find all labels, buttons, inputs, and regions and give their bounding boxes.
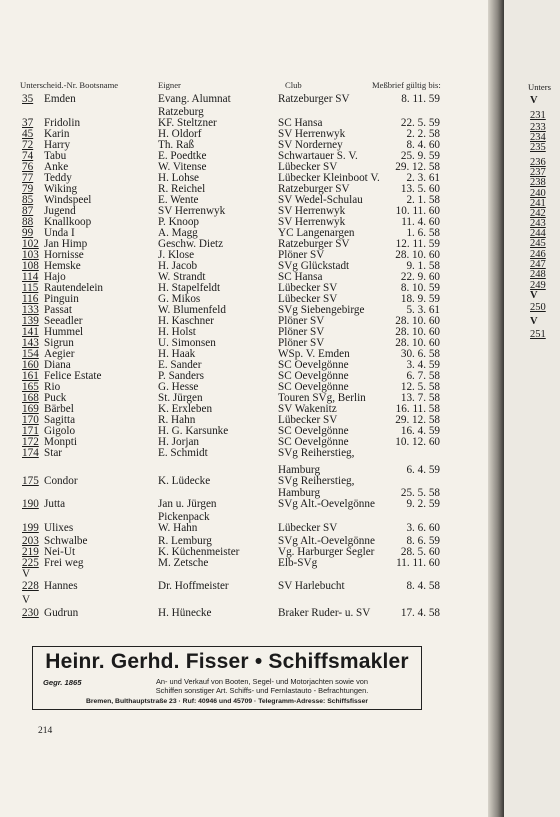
next-page-boat-number: 241	[530, 198, 546, 209]
boat-number: 165	[22, 381, 39, 393]
boat-name: Anke	[44, 161, 69, 173]
boat-number: 143	[22, 337, 39, 349]
boat-club: Hamburg	[278, 487, 321, 499]
next-page-boat-number: 247	[530, 259, 546, 270]
boat-club: Ratzeburger SV	[278, 183, 350, 195]
boat-club: Ratzeburger SV	[278, 238, 350, 250]
next-page-boat-number: 249	[530, 280, 546, 291]
boat-name: Condor	[44, 475, 78, 487]
table-row	[0, 522, 498, 535]
measurement-valid-until: 9. 2. 59	[406, 498, 440, 510]
boat-owner: H. Oldorf	[158, 128, 202, 140]
boat-number: 172	[22, 436, 39, 448]
next-page-boat-number: 238	[530, 177, 546, 188]
boat-club: SC Oevelgönne	[278, 436, 349, 448]
boat-name: Monpti	[44, 436, 77, 448]
boat-club: Lübecker SV	[278, 522, 338, 534]
boat-name: Jutta	[44, 498, 66, 510]
boat-club: SVg Alt.-Oevelgönne	[278, 498, 375, 510]
boat-owner: KF. Steltzner	[158, 117, 217, 129]
measurement-valid-until: 5. 3. 61	[406, 304, 440, 316]
measurement-valid-until: 8. 11. 59	[401, 93, 440, 105]
measurement-valid-until: 12. 11. 59	[395, 238, 440, 250]
boat-name: Rio	[44, 381, 61, 393]
ad-address: Bremen, Bulthauptstraße 23 · Ruf: 40946 und 45709 · Telegramm-Adresse: Schiffsfisser	[85, 698, 369, 705]
boat-owner: Th. Raß	[158, 139, 195, 151]
boat-name: Gigolo	[44, 425, 76, 437]
boat-owner: H. Haak	[158, 348, 196, 360]
boat-owner: SV Herrenwyk	[158, 205, 226, 217]
boat-name: Sigrun	[44, 337, 74, 349]
boat-owner: K. Erxleben	[158, 403, 213, 415]
boat-number: 139	[22, 315, 39, 327]
measurement-valid-until: 16. 4. 59	[400, 425, 440, 437]
boat-number: 45	[22, 128, 34, 140]
boat-name: Schwalbe	[44, 535, 88, 547]
boat-number: 175	[22, 475, 39, 487]
boat-club: Lübecker SV	[278, 414, 338, 426]
boat-number: 99	[22, 227, 34, 239]
boat-number: V	[22, 568, 31, 580]
next-page-boat-number: 231	[530, 110, 546, 121]
boat-number: 203	[22, 535, 39, 547]
boat-club: SV Herrenwyk	[278, 216, 346, 228]
boat-number: 169	[22, 403, 39, 415]
measurement-valid-until: 2. 3. 61	[406, 172, 440, 184]
boat-owner: P. Knoop	[158, 216, 200, 228]
boat-name: Hajo	[44, 271, 66, 283]
boat-owner: H. Stapelfeldt	[158, 282, 221, 294]
boat-club: SC Hansa	[278, 117, 323, 129]
boat-owner: K. Lüdecke	[158, 475, 211, 487]
boat-name: Hemske	[44, 260, 81, 272]
boat-number: 219	[22, 546, 39, 558]
measurement-valid-until: 17. 4. 58	[400, 607, 440, 619]
boat-number: 77	[22, 172, 34, 184]
measurement-valid-until: 18. 9. 59	[400, 293, 440, 305]
boat-owner: R. Hahn	[158, 414, 196, 426]
table-row	[0, 607, 498, 620]
boat-number: 190	[22, 498, 39, 510]
boat-number: 133	[22, 304, 39, 316]
boat-owner: Jan u. Jürgen	[158, 498, 217, 510]
boat-number: 103	[22, 249, 39, 261]
measurement-valid-until: 28. 10. 60	[395, 315, 440, 327]
measurement-valid-until: 8. 4. 60	[406, 139, 440, 151]
boat-number: 171	[22, 425, 39, 437]
boat-name: Frei weg	[44, 557, 84, 569]
boat-club: Plöner SV	[278, 326, 325, 338]
boat-club: SC Oevelgönne	[278, 381, 349, 393]
boat-owner: E. Poedtke	[158, 150, 207, 162]
boat-club: Elb-SVg	[278, 557, 318, 569]
measurement-valid-until: 12. 5. 58	[400, 381, 440, 393]
boat-club: SV Herrenwyk	[278, 128, 346, 140]
advertisement-box	[32, 646, 422, 710]
boat-number: 88	[22, 216, 34, 228]
next-page-boat-number: V	[530, 290, 538, 301]
boat-club: Hamburg	[278, 464, 321, 476]
boat-name: Wiking	[44, 183, 78, 195]
next-page-boat-number: V	[530, 316, 538, 327]
boat-club: Vg. Harburger Segler	[278, 546, 375, 558]
boat-club: SC Oevelgönne	[278, 370, 349, 382]
boat-number: 170	[22, 414, 39, 426]
boat-number: 225	[22, 557, 39, 569]
boat-owner: G. Hesse	[158, 381, 199, 393]
measurement-valid-until: 29. 12. 58	[395, 161, 440, 173]
column-header-owner: Eigner	[158, 80, 181, 90]
boat-name: Aegier	[44, 348, 75, 360]
boat-name: Jan Himp	[44, 238, 88, 250]
measurement-valid-until: 6. 7. 58	[406, 370, 440, 382]
boat-name: Hummel	[44, 326, 84, 338]
boat-club: Lübecker SV	[278, 293, 338, 305]
boat-name: Sagitta	[44, 414, 76, 426]
boat-club: SV Harlebucht	[278, 580, 345, 592]
boat-club: SV Wakenitz	[278, 403, 337, 415]
measurement-valid-until: 22. 9. 60	[400, 271, 440, 283]
boat-number: 228	[22, 580, 39, 592]
boat-owner: H. Lohse	[158, 172, 200, 184]
boat-club: Lübecker SV	[278, 161, 338, 173]
ad-description	[109, 677, 415, 695]
boat-owner: W. Vitense	[158, 161, 207, 173]
boat-name: Unda I	[44, 227, 75, 239]
boat-name: Passat	[44, 304, 72, 316]
measurement-valid-until: 28. 5. 60	[400, 546, 440, 558]
measurement-valid-until: 3. 6. 60	[406, 522, 440, 534]
boat-number: 35	[22, 93, 34, 105]
boat-club: SVg Reiherstieg,	[278, 447, 355, 459]
boat-club: SVg Reiherstieg,	[278, 475, 355, 487]
boat-owner: E. Schmidt	[158, 447, 208, 459]
boat-name: Jugend	[44, 205, 76, 217]
boat-owner: K. Küchenmeister	[158, 546, 240, 558]
measurement-valid-until: 10. 11. 60	[395, 205, 440, 217]
boat-club: Ratzeburger SV	[278, 93, 350, 105]
page-number: 214	[38, 726, 53, 736]
boat-club: Touren SVg, Berlin	[278, 392, 366, 404]
boat-number: V	[22, 594, 31, 606]
measurement-valid-until: 2. 1. 58	[406, 194, 440, 206]
ad-founded: Gegr. 1865	[43, 678, 82, 687]
boat-name: Knallkoop	[44, 216, 92, 228]
boat-owner: R. Reichel	[158, 183, 206, 195]
boat-number: 161	[22, 370, 39, 382]
table-row	[0, 498, 498, 511]
boat-number: 37	[22, 117, 34, 129]
boat-owner: E. Sander	[158, 359, 202, 371]
boat-name: Rautendelein	[44, 282, 104, 294]
boat-club: YC Langenargen	[278, 227, 355, 239]
boat-owner: Evang. Alumnat	[158, 93, 231, 105]
boat-club: SVg Alt.-Oevelgönne	[278, 535, 375, 547]
boat-club: Lübecker SV	[278, 282, 338, 294]
boat-name: Pinguin	[44, 293, 79, 305]
boat-number: 141	[22, 326, 39, 338]
boat-name: Gudrun	[44, 607, 79, 619]
boat-club: SVg Glückstadt	[278, 260, 350, 272]
boat-number: 108	[22, 260, 39, 272]
boat-owner: H. Jorjan	[158, 436, 200, 448]
book-page-right	[504, 0, 560, 817]
next-page-boat-number: 248	[530, 269, 546, 280]
boat-name: Puck	[44, 392, 67, 404]
boat-number: 87	[22, 205, 34, 217]
boat-name: Emden	[44, 93, 76, 105]
measurement-valid-until: 16. 11. 58	[395, 403, 440, 415]
boat-name: Tabu	[44, 150, 67, 162]
boat-owner: R. Lemburg	[158, 535, 212, 547]
boat-name: Hannes	[44, 580, 78, 592]
measurement-valid-until: 2. 2. 58	[406, 128, 440, 140]
boat-number: 85	[22, 194, 34, 206]
boat-name: Hornisse	[44, 249, 84, 261]
measurement-valid-until: 22. 5. 59	[400, 117, 440, 129]
measurement-valid-until: 28. 10. 60	[395, 337, 440, 349]
ad-description-line: Schiffen sonstiger Art. Schiffs- und Fernlastauto - Befrachtungen.	[155, 686, 369, 695]
measurement-valid-until: 11. 11. 60	[396, 557, 440, 569]
boat-club: Lübecker Kleinboot V.	[278, 172, 380, 184]
boat-number: 174	[22, 447, 39, 459]
table-row	[0, 594, 498, 607]
measurement-valid-until: 25. 9. 59	[400, 150, 440, 162]
boat-club: SVg Siebengebirge	[278, 304, 365, 316]
boat-owner: Geschw. Dietz	[158, 238, 224, 250]
boat-name: Bärbel	[44, 403, 74, 415]
boat-number: 115	[22, 282, 39, 294]
boat-owner: W. Blumenfeld	[158, 304, 226, 316]
boat-club: WSp. V. Emden	[278, 348, 350, 360]
next-page-boat-number: 243	[530, 218, 546, 229]
boat-owner: J. Klose	[158, 249, 195, 261]
boat-owner: H. Hünecke	[158, 607, 212, 619]
table-row	[0, 580, 498, 593]
boat-number: 168	[22, 392, 39, 404]
measurement-valid-until: 30. 6. 58	[400, 348, 440, 360]
boat-club: Plöner SV	[278, 249, 325, 261]
table-row	[0, 447, 498, 460]
boat-name: Ulixes	[44, 522, 74, 534]
next-page-boat-number: 233	[530, 122, 546, 133]
boat-number: 72	[22, 139, 34, 151]
measurement-valid-until: 28. 10. 60	[395, 249, 440, 261]
boat-owner: H. G. Karsunke	[158, 425, 229, 437]
boat-club: Braker Ruder- u. SV	[278, 607, 371, 619]
boat-number: 79	[22, 183, 34, 195]
boat-name: Teddy	[44, 172, 72, 184]
next-page-boat-number: 244	[530, 228, 546, 239]
boat-name: Felice Estate	[44, 370, 102, 382]
column-header-nr-name: Unterscheid.-Nr. Bootsname	[20, 80, 119, 90]
measurement-valid-until: 29. 12. 58	[395, 414, 440, 426]
book-gutter	[488, 0, 504, 817]
column-header-club: Club	[285, 80, 302, 90]
measurement-valid-until: 6. 4. 59	[406, 464, 440, 476]
next-page-boat-number: 235	[530, 142, 546, 153]
boat-number: 74	[22, 150, 34, 162]
measurement-valid-until: 28. 10. 60	[395, 326, 440, 338]
boat-name: Fridolin	[44, 117, 81, 129]
next-page-boat-number: 251	[530, 329, 546, 340]
boat-name: Star	[44, 447, 63, 459]
boat-number: 102	[22, 238, 39, 250]
measurement-valid-until: 1. 6. 58	[406, 227, 440, 239]
measurement-valid-until: 25. 5. 58	[400, 487, 440, 499]
boat-owner: W. Hahn	[158, 522, 198, 534]
boat-number: 154	[22, 348, 39, 360]
boat-name: Karin	[44, 128, 70, 140]
next-page-header: Unters	[528, 82, 551, 92]
measurement-valid-until: 13. 7. 58	[400, 392, 440, 404]
boat-owner: P. Sanders	[158, 370, 204, 382]
boat-owner: Ratzeburg	[158, 106, 204, 118]
boat-owner: Dr. Hoffmeister	[158, 580, 229, 592]
boat-owner: M. Zetsche	[158, 557, 209, 569]
next-page-boat-number: 250	[530, 302, 546, 313]
boat-owner: H. Jacob	[158, 260, 198, 272]
boat-owner: W. Strandt	[158, 271, 206, 283]
boat-club: Schwartauer S. V.	[278, 150, 358, 162]
boat-owner: H. Holst	[158, 326, 196, 338]
measurement-valid-until: 9. 1. 58	[406, 260, 440, 272]
table-row	[0, 93, 498, 106]
measurement-valid-until: 8. 4. 58	[406, 580, 440, 592]
next-page-boat-number: 236	[530, 157, 546, 168]
boat-owner: G. Mikos	[158, 293, 201, 305]
boat-number: 76	[22, 161, 34, 173]
next-page-boat-number: 234	[530, 132, 546, 143]
boat-club: SV Norderney	[278, 139, 343, 151]
boat-owner: A. Magg	[158, 227, 198, 239]
next-page-boat-number: 240	[530, 188, 546, 199]
next-page-boat-number: 246	[530, 249, 546, 260]
boat-number: 199	[22, 522, 39, 534]
boat-number: 230	[22, 607, 39, 619]
next-page-boat-number: 237	[530, 167, 546, 178]
boat-name: Nei-Ut	[44, 546, 76, 558]
boat-club: Plöner SV	[278, 337, 325, 349]
boat-club: Plöner SV	[278, 315, 325, 327]
next-page-boat-number: V	[530, 95, 538, 106]
boat-club: SV Wedel-Schulau	[278, 194, 363, 206]
boat-name: Harry	[44, 139, 71, 151]
boat-number: 116	[22, 293, 39, 305]
boat-name: Windspeel	[44, 194, 92, 206]
boat-club: SC Oevelgönne	[278, 359, 349, 371]
boat-owner: H. Kaschner	[158, 315, 214, 327]
measurement-valid-until: 8. 10. 59	[400, 282, 440, 294]
boat-club: SC Oevelgönne	[278, 425, 349, 437]
boat-club: SV Herrenwyk	[278, 205, 346, 217]
next-page-boat-number: 245	[530, 238, 546, 249]
boat-number: 114	[22, 271, 39, 283]
boat-name: Seeadler	[44, 315, 83, 327]
next-page-boat-number: 242	[530, 208, 546, 219]
measurement-valid-until: 8. 6. 59	[406, 535, 440, 547]
column-header-date: Meßbrief gültig bis:	[372, 80, 441, 90]
measurement-valid-until: 13. 5. 60	[400, 183, 440, 195]
ad-title: Heinr. Gerhd. Fisser • Schiffsmakler	[45, 650, 409, 673]
boat-owner: E. Wente	[158, 194, 199, 206]
boat-owner: Pickenpack	[158, 511, 210, 523]
measurement-valid-until: 10. 12. 60	[395, 436, 440, 448]
measurement-valid-until: 11. 4. 60	[401, 216, 440, 228]
ad-description-line: An- und Verkauf von Booten, Segel- und Motorjachten sowie von	[156, 677, 368, 686]
boat-club: SC Hansa	[278, 271, 323, 283]
boat-name: Diana	[44, 359, 71, 371]
measurement-valid-until: 3. 4. 59	[406, 359, 440, 371]
boat-number: 160	[22, 359, 39, 371]
boat-owner: U. Simonsen	[158, 337, 216, 349]
boat-owner: St. Jürgen	[158, 392, 203, 404]
